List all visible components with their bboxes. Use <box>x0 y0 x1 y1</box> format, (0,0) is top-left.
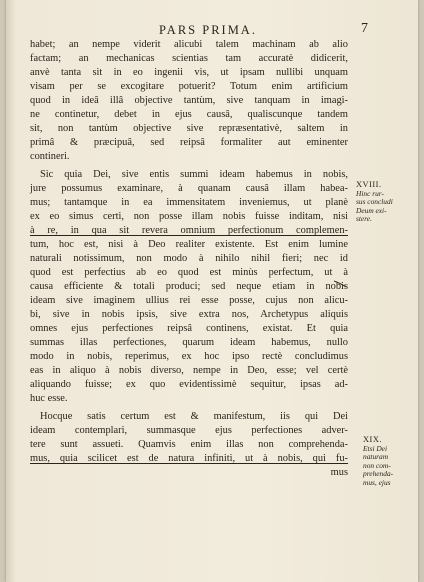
text-line: jure possumus examinare, à quanam causâ illam habea- <box>30 183 348 194</box>
text-line: tum, hoc est, nisi à Deo realiter existente. Est enim lumine <box>30 239 348 250</box>
text-line: primâ & præcipuâ, sed reipsâ formaliter aut eminenter <box>30 137 348 148</box>
marginal-line: prehenda- <box>363 469 394 479</box>
running-header <box>6 23 418 37</box>
text-line: modo in nobis, reperimus, ex hoc ipso rectè concludimus <box>30 351 348 362</box>
text-line: ne continetur, debet in ejus causâ, qualiscunque tandem <box>30 109 348 120</box>
paragraph-2 <box>30 168 348 406</box>
text-line: ideam contemplari, summasque ejus perfectiones adver- <box>30 425 348 436</box>
text-line: quod est perfectius ab eo quod est minùs perfectum, ut à <box>30 267 348 278</box>
handwritten-margin-mark <box>333 280 347 288</box>
marginal-numeral: XVIII. <box>356 180 382 189</box>
paragraph-3 <box>30 410 348 480</box>
marginal-note-19 <box>363 436 393 488</box>
marginal-line: mus, ejus <box>363 477 391 487</box>
text-line: Hocque satis certum est & manifestum, iis qui Dei <box>40 411 348 422</box>
marginal-line: non com- <box>363 460 391 470</box>
running-title: PARS PRIMA. <box>159 23 257 37</box>
text-line: visam per se excogitare potuerit? Totum enim artificium <box>30 81 348 92</box>
text-line: eas in aliquo à nobis diverso, nempe in Deo, esse; vel certè <box>30 365 348 376</box>
text-line: naturali notissimum, non modo à nihilo nihil fieri; nec id <box>30 253 348 264</box>
text-line: summas illas perfectiones, quarum ideam habemus, nullo <box>30 337 348 348</box>
catchword: mus <box>330 467 348 478</box>
underlined-text-line: mus, quia scilicet est de natura infiniti, ut à nobis, qui fu- <box>30 453 348 464</box>
text-line: mus; tantamque in ea immensitatem inveniemus, ut planè <box>30 197 348 208</box>
text-line: aliquando fuisse; ex quo evidentissimè sequitur, ipsas ad- <box>30 379 348 390</box>
marginal-note-18 <box>356 181 393 224</box>
text-line: contineri. <box>30 151 70 162</box>
text-line: anvè tanta sit in eo ingenii vis, ut ipsam nullibi unquam <box>30 67 348 78</box>
text-line: huc esse. <box>30 393 68 404</box>
paragraph-1 <box>30 38 348 164</box>
text-line: quod in ideâ illâ objective tantùm, sive tanquam in imagi- <box>30 95 348 106</box>
marginal-line: stere. <box>356 214 372 224</box>
marginal-line: sus concludi <box>356 197 393 207</box>
text-line: causa efficiente & totali produci; sed neque etiam in nobis <box>30 281 348 292</box>
book-page <box>6 0 418 582</box>
text-line: bi, sive in nobis ipsis, sive extra nos, Archetypus aliquis <box>30 309 348 320</box>
text-line: sit, non tantùm objective sive repræsentativè, saltem in <box>30 123 348 134</box>
main-text <box>30 38 348 484</box>
marginal-line: Hinc rur- <box>356 188 384 198</box>
text-line: Sic quia Dei, sive entis summi ideam habemus in nobis, <box>40 169 348 180</box>
underlined-text-line: à re, in qua sit revera omnium perfectionum complemen- <box>30 225 348 236</box>
text-line: ex eo simus certi, non posse illam nobis fuisse inditam, nisi <box>30 211 348 222</box>
marginal-numeral: XIX. <box>363 435 382 444</box>
marginal-line: Etsi Dei <box>363 443 388 453</box>
marginal-line: Deum exi- <box>356 205 387 215</box>
marginal-line: naturam <box>363 452 389 462</box>
page-number: 7 <box>361 21 368 36</box>
text-line: factam; an mechanicas scientias tam accuratè didicerit, <box>30 53 348 64</box>
text-line: tere sunt assueti. Quamvis enim illas non comprehenda- <box>30 439 348 450</box>
text-line: ideam sive imaginem ullius rei esse posse, cujus non alicu- <box>30 295 348 306</box>
text-line: omnes ejus perfectiones reipsâ continens, existat. Et quia <box>30 323 348 334</box>
text-line: habet; an nempe viderit alicubi talem machinam ab alio <box>30 39 348 50</box>
